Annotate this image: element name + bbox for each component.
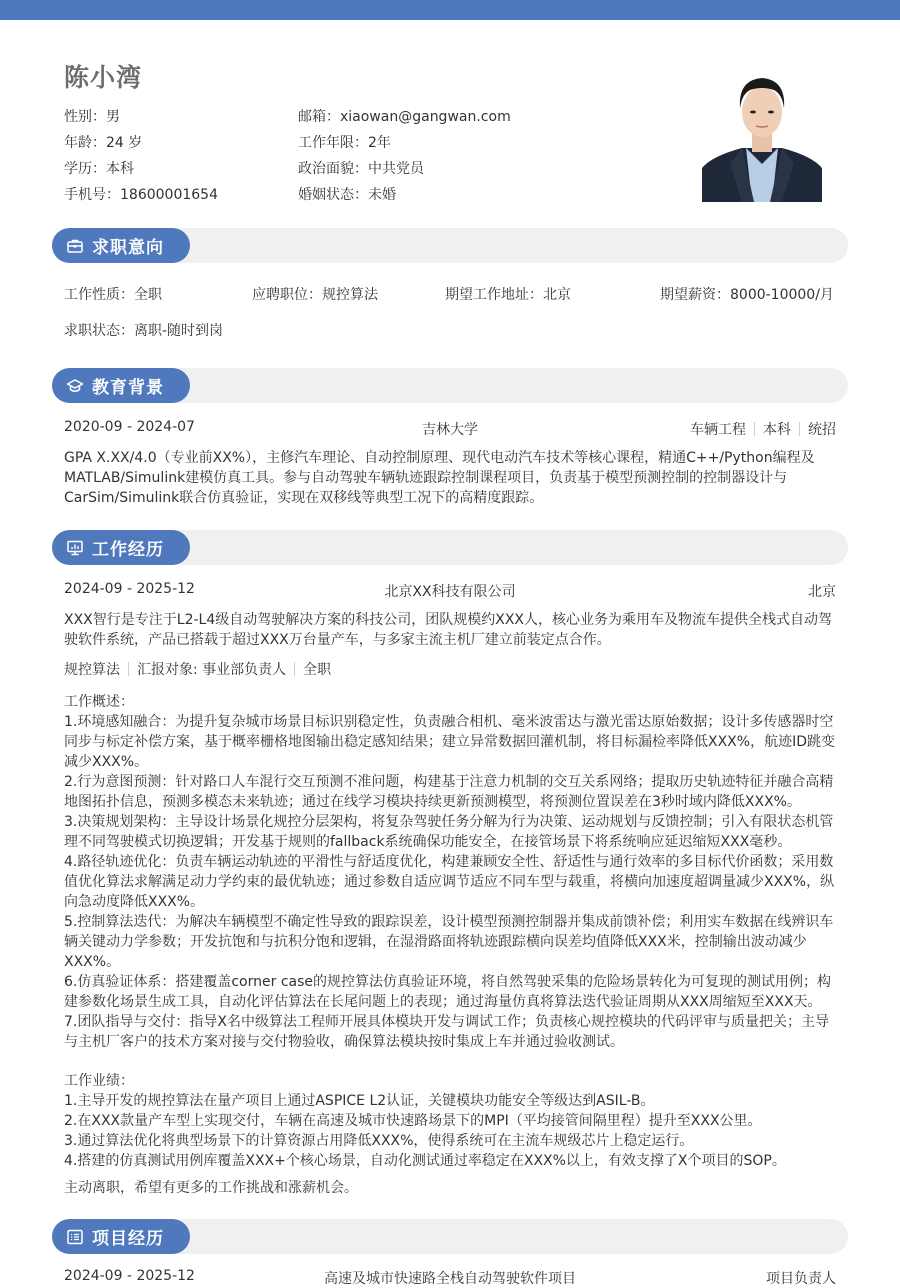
section-title: 求职意向	[92, 238, 164, 258]
graduation-cap-icon	[66, 377, 84, 395]
work-overview-item: 7.团队指导与交付：指导X名中级算法工程师开展具体模块开发与调试工作；负责核心规控模块的代码评审与质量把关；主导与主机厂客户的技术方案对接与交付物验收，确保算法模块按时集成上车并通过验收测试。	[64, 1014, 829, 1050]
section-title: 工作经历	[92, 540, 164, 560]
work-tag-report-to: 汇报对象: 事业部负责人	[137, 662, 287, 678]
intent-salary: 期望薪资：8000-10000/月	[660, 287, 834, 303]
top-accent-bar	[0, 0, 900, 20]
work-overview-item: 5.控制算法迭代：为解决车辆模型不确定性导致的跟踪误差，设计模型预测控制器并集成前馈补偿；利用实车数据在线辨识车辆关键动力学参数；开发抗饱和与抗积分饱和逻辑，在湿滑路面将轨迹跟踪横向误差均值降低XXX米，控制输出波动减少XXX%。	[64, 914, 834, 970]
work-achievement-item: 3.通过算法优化将典型场景下的计算资源占用降低XXX%，使得系统可在主流车规级芯片上稳定运行。	[64, 1133, 694, 1149]
work-overview-item: 6.仿真验证体系：搭建覆盖corner case的规控算法仿真验证环境，将自然驾驶采集的危险场景转化为可复现的测试用例；构建参数化场景生成工具，自动化评估算法在长尾问题上的表现；通过海量仿真将算法迭代验证周期从XXX周缩短至XXX天。	[64, 974, 832, 1010]
work-overview-item: 2.行为意图预测：针对路口人车混行交互预测不准问题，构建基于注意力机制的交互关系网络；提取历史轨迹特征并融合高精地图拓扑信息，预测多模态未来轨迹；通过在线学习模块持续更新预测模型，将预测位置误差在3秒时域内降低XXX%。	[64, 774, 834, 810]
info-email: 邮箱：xiaowan@gangwan.com	[298, 109, 511, 125]
info-work-years: 工作年限：2年	[298, 135, 391, 151]
education-description: GPA X.XX/4.0（专业前XX%），主修汽车理论、自动控制原理、现代电动汽车技术等核心课程，精通C++/Python编程及MATLAB/Simulink建模仿真工具。参与自动驾驶车辆轨迹跟踪控制课程项目，负责基于模型预测控制的控制器设计与CarSim/Simulink联合仿真验证，实现在双移线等典型工况下的高精度跟踪。	[64, 450, 815, 506]
education-school: 吉林大学	[422, 422, 478, 438]
work-overview-title: 工作概述：	[64, 694, 134, 710]
section-pill	[52, 368, 190, 403]
project-role: 项目负责人	[766, 1271, 836, 1287]
work-overview-item: 1.环境感知融合：为提升复杂城市场景目标识别稳定性，负责融合相机、毫米波雷达与激光雷达原始数据；设计多传感器时空同步与标定补偿方案，基于概率栅格地图输出稳定感知结果；建立异常数据回灌机制，将目标漏检率降低XXX%，航迹ID跳变减少XXX%。	[64, 714, 835, 770]
work-tag-role: 规控算法	[64, 662, 120, 678]
education-tags	[690, 419, 836, 439]
work-achievement-item: 1.主导开发的规控算法在量产项目上通过ASPICE L2认证，关键模块功能安全等级达到ASIL-B。	[64, 1093, 655, 1109]
education-period: 2020-09 - 2024-07	[64, 419, 195, 435]
project-name: 高速及城市快速路全栈自动驾驶软件项目	[324, 1271, 576, 1287]
section-header-project	[52, 1219, 848, 1254]
section-title: 教育背景	[92, 378, 164, 398]
work-achievement-item: 4.搭建的仿真测试用例库覆盖XXX+个核心场景，自动化测试通过率稳定在XXX%以上，有效支撑了X个项目的SOP。	[64, 1153, 786, 1169]
education-type: 统招	[808, 422, 836, 438]
info-gender: 性别：男	[64, 109, 120, 125]
work-achievement-item: 2.在XXX款量产车型上实现交付，车辆在高速及城市快速路场景下的MPI（平均接管间隔里程）提升至XXX公里。	[64, 1113, 762, 1129]
info-marital-status: 婚姻状态：未婚	[298, 187, 396, 203]
work-achievements-title: 工作业绩：	[64, 1073, 134, 1089]
candidate-name: 陈小湾	[64, 63, 143, 92]
work-company-intro: XXX智行是专注于L2-L4级自动驾驶解决方案的科技公司，团队规模约XXX人，核心业务为乘用车及物流车提供全栈式自动驾驶软件系统，产品已搭载于超过XXX万台量产车，与多家主流主机厂建立前装定点合作。	[64, 612, 833, 648]
presentation-board-icon	[66, 539, 84, 557]
divider	[128, 662, 129, 676]
work-achievements	[64, 1071, 840, 1171]
section-title: 项目经历	[92, 1229, 164, 1249]
work-leave-reason: 主动离职，希望有更多的工作挑战和涨薪机会。	[64, 1180, 358, 1196]
project-period: 2024-09 - 2025-12	[64, 1268, 195, 1284]
section-header-education	[52, 368, 848, 403]
briefcase-icon	[66, 237, 84, 255]
divider	[754, 422, 755, 436]
work-tags	[64, 659, 331, 679]
work-tag-type: 全职	[303, 662, 332, 678]
divider	[294, 662, 295, 676]
info-age: 年龄：24 岁	[64, 135, 143, 151]
info-phone: 手机号：18600001654	[64, 187, 218, 203]
work-overview-item: 3.决策规划架构：主导设计场景化规控分层架构，将复杂驾驶任务分解为行为决策、运动规划与反馈控制；引入有限状态机管理不同驾驶模式切换逻辑；开发基于规则的fallback系统确保功能安全，在接管场景下将系统响应延迟缩短XXX毫秒。	[64, 814, 834, 850]
education-major: 车辆工程	[690, 422, 746, 438]
list-icon	[66, 1228, 84, 1246]
info-political-status: 政治面貌：中共党员	[298, 161, 424, 177]
intent-job-type: 工作性质：全职	[64, 287, 162, 303]
section-pill	[52, 228, 190, 263]
work-overview-item: 4.路径轨迹优化：负责车辆运动轨迹的平滑性与舒适度优化，构建兼顾安全性、舒适性与通行效率的多目标代价函数；采用数值优化算法求解满足动力学约束的最优轨迹；通过参数自适应调节适应不同车型与载重，将横向加速度超调量减少XXX%，纵向急动度降低XXX%。	[64, 854, 835, 910]
info-education: 学历：本科	[64, 161, 134, 177]
work-city: 北京	[808, 584, 836, 600]
avatar-photo	[702, 68, 822, 202]
person-portrait-icon	[702, 68, 822, 202]
divider	[799, 422, 800, 436]
intent-position: 应聘职位：规控算法	[252, 287, 378, 303]
intent-location: 期望工作地址：北京	[445, 287, 571, 303]
intent-status: 求职状态：离职-随时到岗	[64, 323, 224, 339]
section-pill	[52, 1219, 190, 1254]
section-pill	[52, 530, 190, 565]
work-company: 北京XX科技有限公司	[384, 584, 516, 600]
section-header-job-intent	[52, 228, 848, 263]
work-period: 2024-09 - 2025-12	[64, 581, 195, 597]
work-overview	[64, 692, 840, 1052]
education-degree: 本科	[763, 422, 791, 438]
section-header-work	[52, 530, 848, 565]
